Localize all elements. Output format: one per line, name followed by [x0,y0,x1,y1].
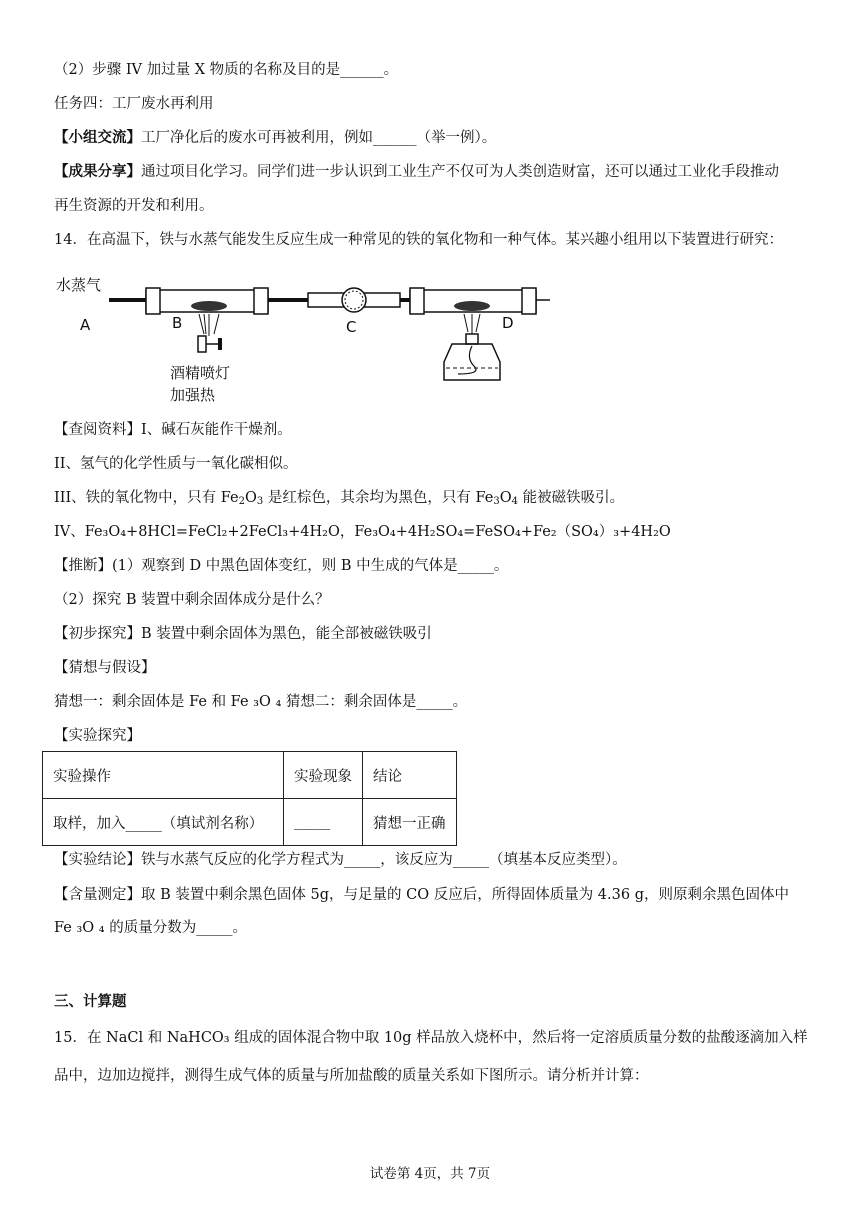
line-question-15-cont: 品中，边加边搅拌，测得生成气体的质量与所加盐酸的质量关系如下图所示。请分析并计算： [54,1068,649,1084]
line-conclusion: 【实验结论】铁与水蒸气反应的化学方程式为_____，该反应为_____（填基本反应类型）。 [54,852,627,868]
ref3-part-b: O [245,490,257,506]
line-inference-1: 【推断】(1）观察到 D 中黑色固体变红，则 B 中生成的气体是_____。 [54,558,509,574]
lamp-d-neck [466,334,478,344]
line-question-15: 15．在 NaCl 和 NaHCO₃ 组成的固体混合物中取 10g 样品放入烧杯中，然后将一定溶质质量分数的盐酸逐滴加入样 [54,1030,808,1046]
label-b: B [172,314,183,332]
section-heading-calculation: 三、计算题 [54,993,127,1010]
line-inference-2: （2）探究 B 装置中剩余固体成分是什么？ [54,592,330,608]
lamp-d-wick [458,346,476,374]
ref3-part-a: III、铁的氧化物中，只有 Fe [54,490,239,506]
ref3-sub-4: 4 [511,496,518,507]
alcohol-blast-lamp [198,336,206,352]
stopper-d-right [522,288,536,314]
line-group-exchange [54,128,496,148]
table-header-cell: 实验现象 [284,752,363,799]
iron-oxide-d [454,301,490,311]
line-hypothesis-head: 【猜想与假设】 [54,660,156,676]
label-c: C [346,318,357,336]
ref3-part-e: 能被磁铁吸引。 [518,490,625,506]
ref3-sub-3: 3 [493,496,500,507]
ref3-sub-1: 2 [238,496,246,507]
alcohol-lamp-d [444,344,500,380]
line-content-measure: 【含量测定】取 B 装置中剩余黑色固体 5g，与足量的 CO 反应后，所得固体质量为 4.36 g，则原剩余黑色固体中 [54,887,789,903]
results-share-text: 通过项目化学习。同学们进一步认识到工业生产不仅可为人类创造财富，还可以通过工业化手段推动 [141,164,779,180]
table-header-cell: 实验操作 [43,752,284,799]
apparatus-diagram [54,262,554,412]
line-results-share [54,162,779,182]
line-step-iv: （2）步骤 IV 加过量 X 物质的名称及目的是______。 [54,62,399,78]
ref3-part-d: O [499,490,512,506]
table-cell: 取样，加入_____（填试剂名称） [43,799,284,846]
table-header-cell: 结论 [363,752,457,799]
label-steam: 水蒸气 [56,276,102,294]
table-row [43,799,457,846]
flame-d [464,314,480,334]
label-d: D [502,314,514,332]
group-exchange-tag: 【小组交流】 [54,129,141,146]
lamp-label-2: 加强热 [170,386,216,404]
line-content-measure-cont: Fe ₃O ₄ 的质量分数为_____。 [54,920,247,936]
ref3-sub-2: 3 [256,496,264,507]
soda-lime-c [342,288,366,312]
label-a: A [80,316,91,334]
line-reference-iv: IV、Fe₃O₄+8HCl=FeCl₂+2FeCl₃+4H₂O，Fe₃O₄+4H₂SO₄=FeSO₄+Fe₂（SO₄）₃+4H₂O [54,524,671,540]
line-hypothesis: 猜想一：剩余固体是 Fe 和 Fe ₃O ₄ 猜想二：剩余固体是_____。 [54,694,468,710]
table-cell: 猜想一正确 [363,799,457,846]
stopper-d-left [410,288,424,314]
lamp-knob [218,338,222,350]
line-task-four: 任务四：工厂废水再利用 [54,96,214,112]
table-cell: _____ [284,799,363,846]
group-exchange-text: 工厂净化后的废水可再被利用，例如______（举一例）。 [141,130,497,146]
line-question-14: 14．在高温下，铁与水蒸气能发生反应生成一种常见的铁的氧化物和一种气体。某兴趣小组用以下装置进行研究： [54,232,783,248]
line-reference-iii [54,488,624,512]
line-preliminary: 【初步探究】B 装置中剩余固体为黑色，能全部被磁铁吸引 [54,626,432,642]
line-experiment-head: 【实验探究】 [54,728,141,744]
stopper-b-right [254,288,268,314]
line-results-share-cont: 再生资源的开发和利用。 [54,198,214,214]
ref3-part-c: 是红棕色，其余均为黑色，只有 Fe [263,490,494,506]
iron-powder-b [191,301,227,311]
line-reference-i: 【查阅资料】I、碱石灰能作干燥剂。 [54,422,292,438]
stopper-b-left [146,288,160,314]
flame-b [199,314,219,336]
page-footer: 试卷第 4页，共 7页 [369,1166,491,1182]
line-reference-ii: II、氢气的化学性质与一氧化碳相似。 [54,456,298,472]
results-share-tag: 【成果分享】 [54,163,141,180]
experiment-table [42,751,457,846]
lamp-label-1: 酒精喷灯 [170,364,231,382]
table-header-row [43,752,457,799]
